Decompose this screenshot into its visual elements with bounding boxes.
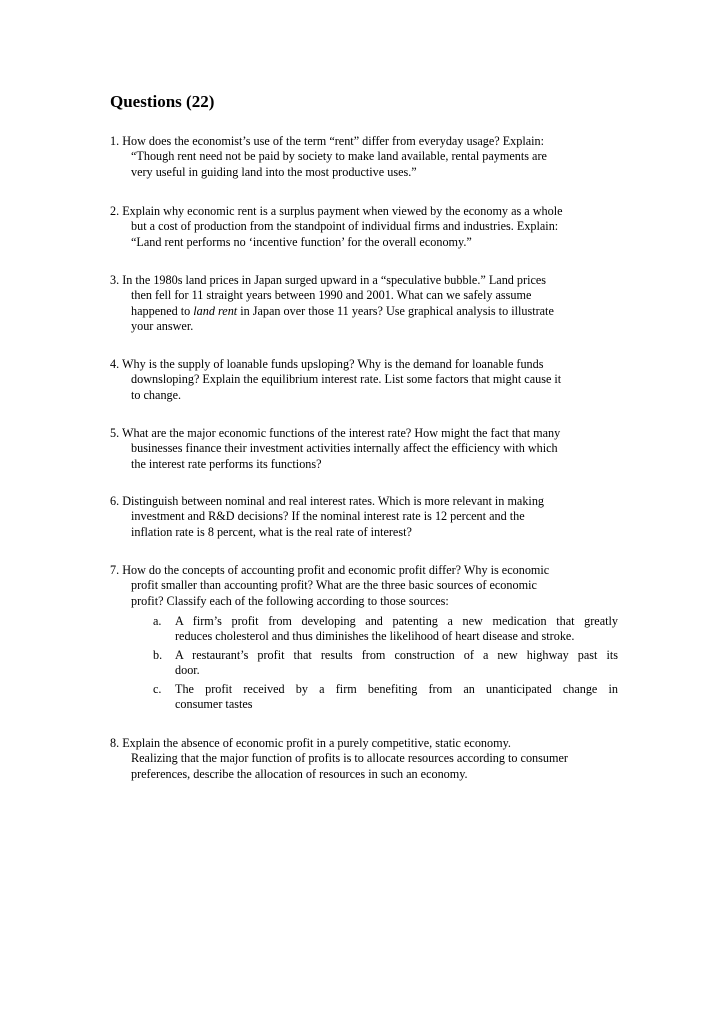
- question-8-line-2: Realizing that the major function of profits is to allocate resources according to consumer: [131, 751, 568, 766]
- subitem-a-line-2: reduces cholesterol and thus diminishes the likelihood of heart disease and stroke.: [175, 629, 575, 644]
- question-3-line-2: then fell for 11 straight years between 1990 and 2001. What can we safely assume: [131, 288, 532, 303]
- question-6-line-3: inflation rate is 8 percent, what is the real rate of interest?: [131, 524, 412, 539]
- question-6: [110, 494, 620, 540]
- question-6-line-1: 6. Distinguish between nominal and real interest rates. Which is more relevant in making: [110, 494, 545, 508]
- question-1-line-1: 1. How does the economist’s use of the term “rent” differ from everyday usage? Explain:: [110, 134, 544, 148]
- question-3: [110, 273, 620, 335]
- question-2-line-2: but a cost of production from the standpoint of individual firms and industries. Explain:: [131, 219, 559, 234]
- subitem-c-line-2: consumer tastes: [175, 697, 253, 712]
- subitem-letter: a.: [153, 614, 162, 628]
- question-4-line-3: to change.: [131, 387, 182, 402]
- question-7-line-1: 7. How do the concepts of accounting profit and economic profit differ? Why is economic: [110, 563, 550, 577]
- question-1: [110, 134, 620, 180]
- question-1-line-2: “Though rent need not be paid by society to make land available, rental payments are: [131, 149, 547, 164]
- question-5-line-1: 5. What are the major economic functions of the interest rate? How might the fact that many: [110, 426, 561, 440]
- subitem-letter: b.: [153, 648, 163, 662]
- question-7-line-2: profit smaller than accounting profit? What are the three basic sources of economic: [131, 578, 537, 593]
- question-3-line-3-end: in Japan over those 11 years? Use graphical analysis to illustrate: [237, 303, 554, 318]
- question-7-subitem-b: [153, 648, 618, 679]
- question-4-line-2: downsloping? Explain the equilibrium interest rate. List some factors that might cause it: [131, 372, 562, 387]
- question-4: [110, 357, 620, 403]
- question-1-line-3: very useful in guiding land into the most productive uses.”: [131, 164, 417, 179]
- question-7-subitem-c: [153, 682, 618, 713]
- subitem-letter: c.: [153, 682, 162, 696]
- question-3-line-1: 3. In the 1980s land prices in Japan surged upward in a “speculative bubble.” Land prices: [110, 273, 547, 287]
- question-3-line-3-start: happened to: [131, 303, 194, 318]
- subitem-b-line-2: door.: [175, 663, 200, 678]
- question-7-line-3: profit? Classify each of the following according to those sources:: [131, 593, 449, 608]
- question-3-line-4: your answer.: [131, 319, 194, 334]
- question-5-line-3: the interest rate performs its functions?: [131, 456, 322, 471]
- question-2-line-1: 2. Explain why economic rent is a surplus payment when viewed by the economy as a whole: [110, 204, 563, 218]
- question-7: [110, 563, 620, 609]
- question-5-line-2: businesses finance their investment activities internally affect the efficiency with which: [131, 441, 558, 456]
- page-title: Questions (22): [110, 92, 215, 111]
- question-3-emphasis: land rent: [193, 303, 238, 318]
- subitem-a-line-1: A firm’s profit from developing and patenting a new medication that greatly: [175, 614, 618, 628]
- question-8-line-3: preferences, describe the allocation of resources in such an economy.: [131, 766, 468, 781]
- question-3-line-3: [110, 304, 620, 319]
- subitem-c-line-1: The profit received by a firm benefiting from an unanticipated change in: [175, 682, 618, 696]
- question-5: [110, 426, 620, 472]
- question-2: [110, 204, 620, 250]
- question-7-subitem-a: [153, 614, 618, 645]
- question-4-line-1: 4. Why is the supply of loanable funds upsloping? Why is the demand for loanable funds: [110, 357, 544, 371]
- subitem-b-line-1: A restaurant’s profit that results from construction of a new highway past its: [175, 648, 618, 662]
- question-8-line-1: 8. Explain the absence of economic profit in a purely competitive, static economy.: [110, 736, 511, 750]
- question-6-line-2: investment and R&D decisions? If the nominal interest rate is 12 percent and the: [131, 509, 525, 524]
- question-8: [110, 736, 620, 782]
- question-2-line-3: “Land rent performs no ‘incentive function’ for the overall economy.”: [131, 234, 472, 249]
